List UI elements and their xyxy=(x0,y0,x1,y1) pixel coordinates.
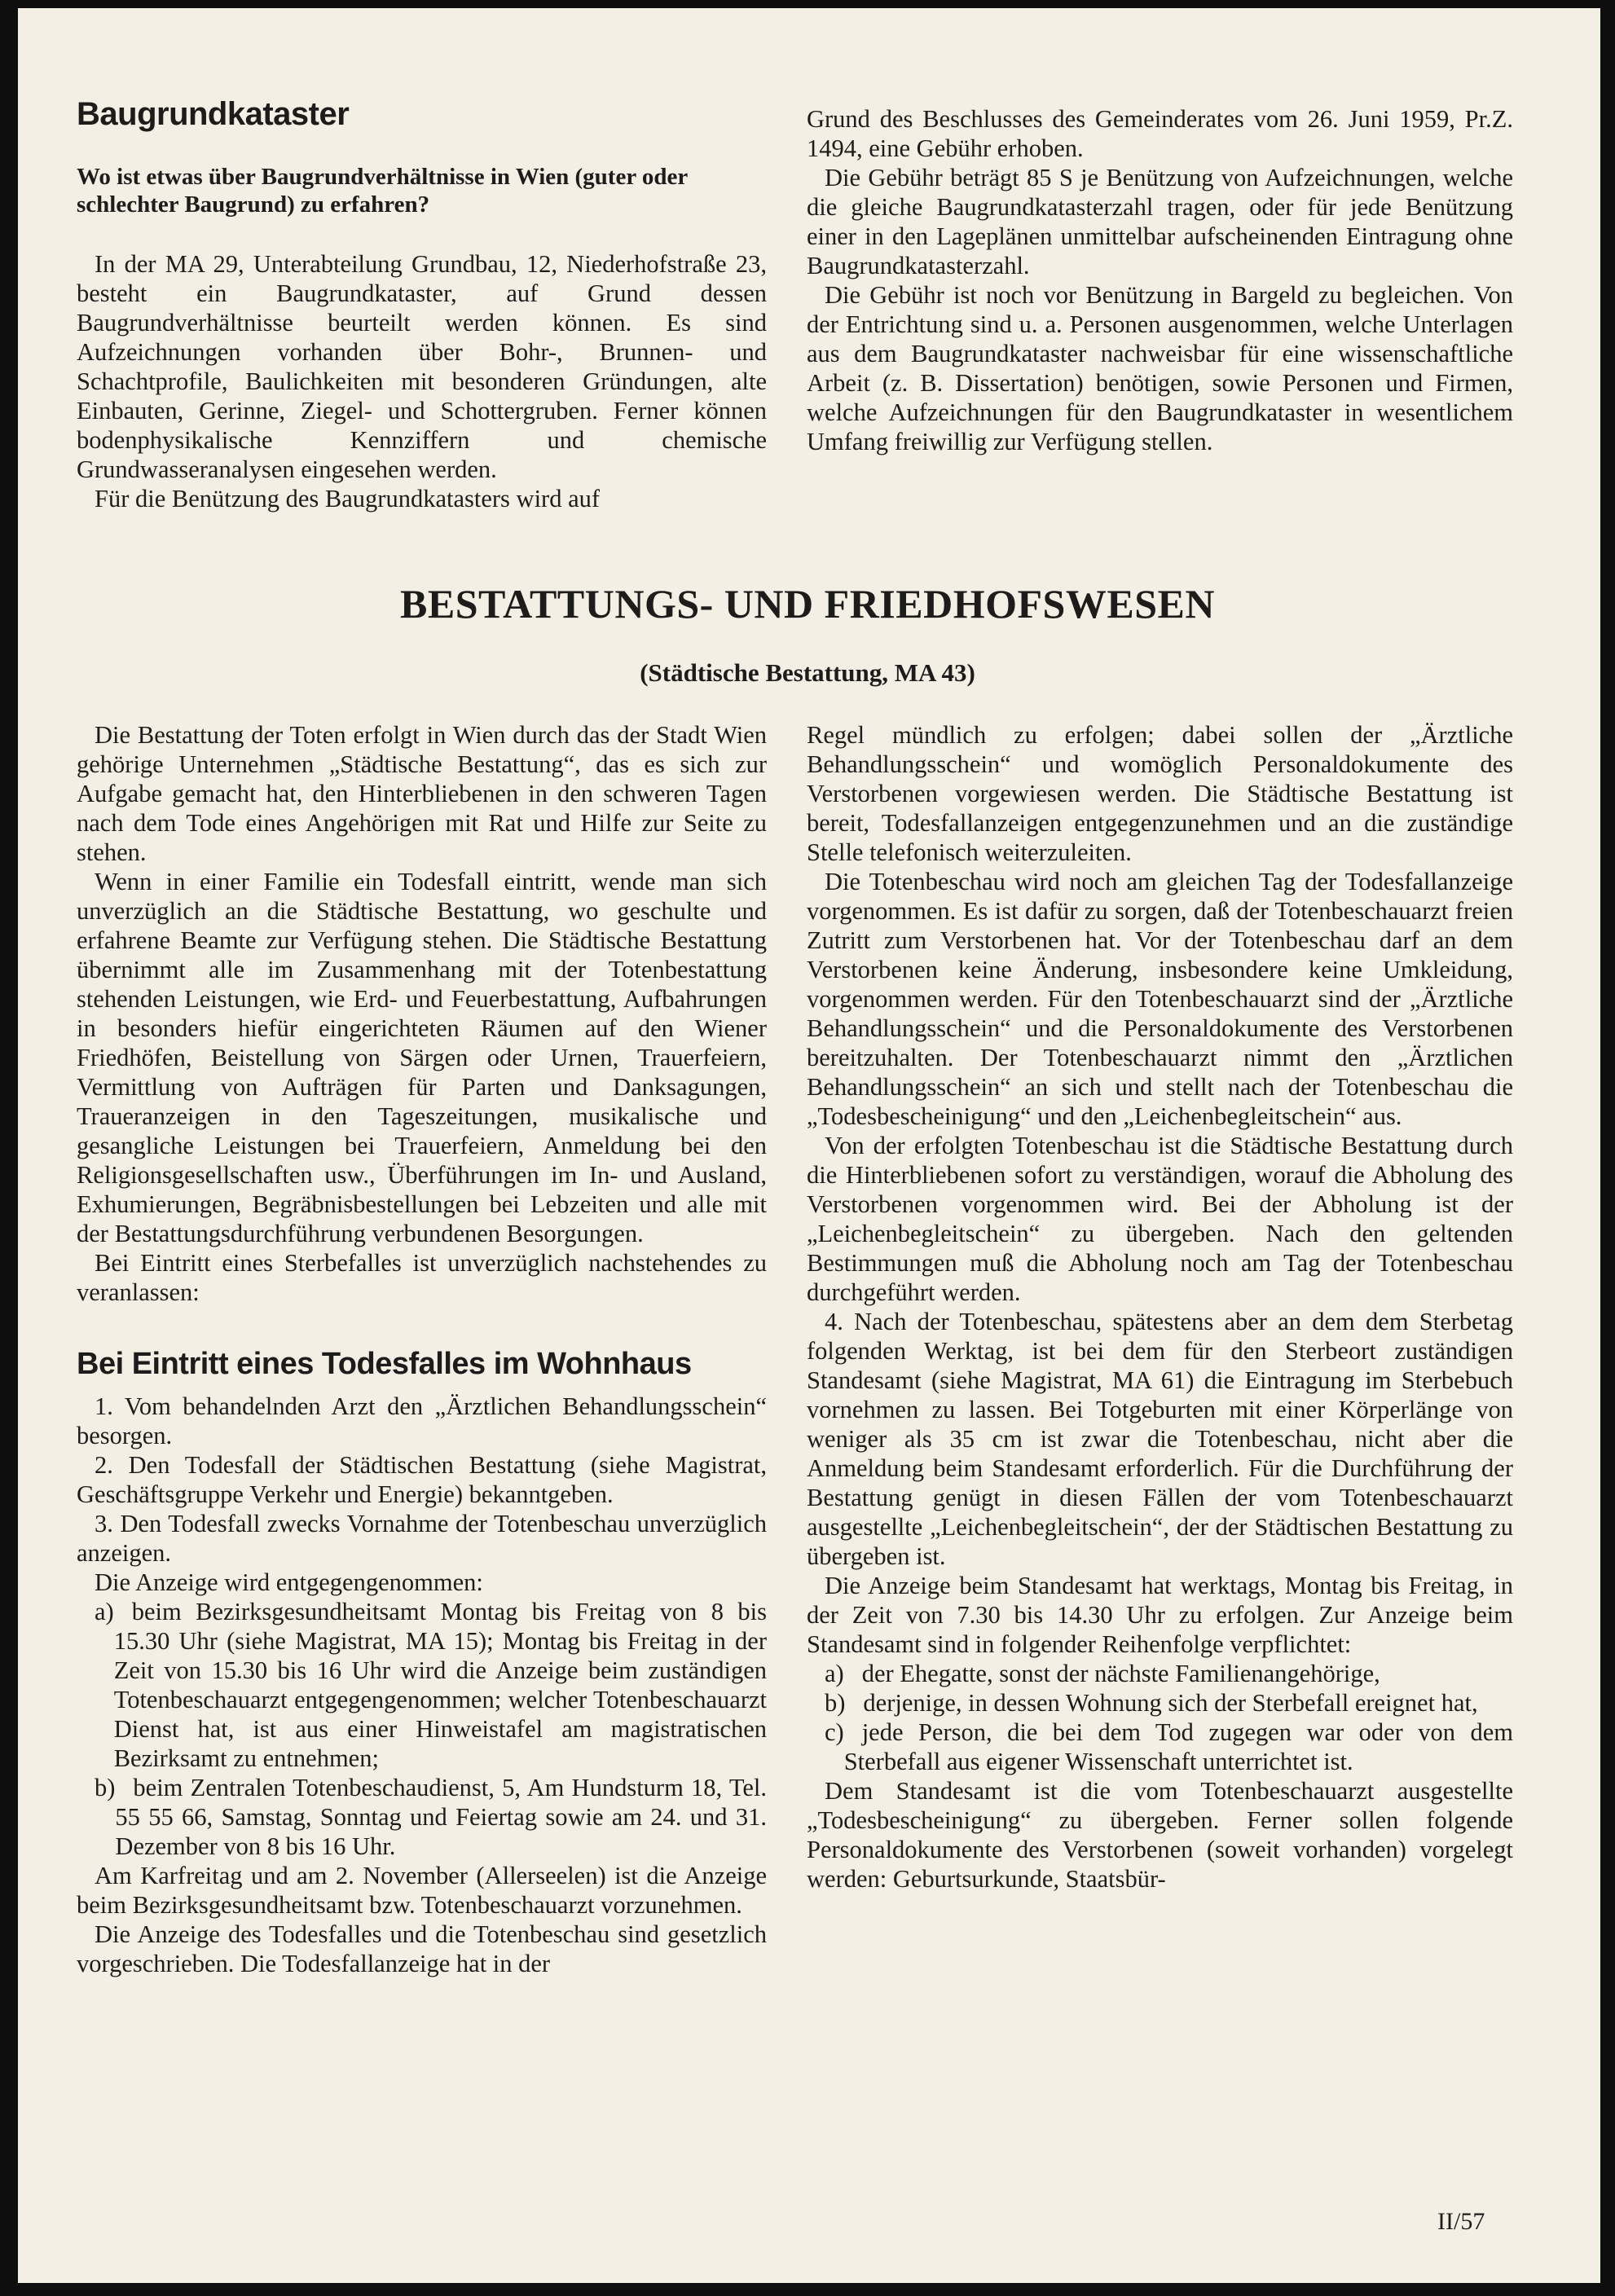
scan-border-top xyxy=(0,0,1615,8)
list-text: der Ehegatte, sonst der nächste Familienangehörige, xyxy=(861,1660,1380,1687)
bestattung-right-column xyxy=(807,720,1513,1894)
list-label: b) xyxy=(825,1689,846,1717)
paragraph: Bei Eintritt eines Sterbefalles ist unverzüglich nachstehendes zu veranlassen: xyxy=(77,1249,767,1306)
section-subtitle: (Städtische Bestattung, MA 43) xyxy=(640,658,975,687)
section-title-bestattung: BESTATTUNGS- UND FRIEDHOFSWESEN xyxy=(400,581,1215,627)
baugrund-right-column xyxy=(807,104,1513,456)
paragraph: 4. Nach der Totenbeschau, spätestens aber an dem dem Sterbetag folgenden Werktag, ist bei dem für den Sterbeort zuständigen Standesamt (siehe Magistrat, MA 61) die Eintragung im Sterbebuch vornehmen zu lassen. Bei Totgeburten mit einer Körperlänge von weniger als 35 cm ist zwar die Totenbeschau, nicht aber die Anmeldung beim Standesamt erforderlich. Für die Durchführung der Bestattung genügt in diesen Fällen der vom Totenbeschauarzt ausgestellte „Leichenbegleitschein“, der der Städtischen Bestattung zu übergeben ist. xyxy=(807,1308,1513,1570)
step-3: 3. Den Todesfall zwecks Vornahme der Totenbeschau unverzüglich anzeigen. xyxy=(77,1510,767,1567)
paragraph: Wenn in einer Familie ein Todesfall eintritt, wende man sich unverzüglich an die Städtische Bestattung, wo geschulte und erfahrene Beamte zur Verfügung stehen. Die Städtische Bestattung übernimmt alle im Zusammenhang mit der Totenbestattung stehenden Leistungen, wie Erd- und Feuerbestattung, Aufbahrungen in besonders hiefür eingerichteten Räumen auf den Wiener Friedhöfen, Beistellung von Särgen oder Urnen, Trauerfeiern, Vermittlung von Aufträgen für Parten und Danksagungen, Traueranzeigen in den Tageszeitungen, musikalische und gesangliche Leistungen bei Trauerfeiern, Anmeldung bei den Religionsgesellschaften usw., Überführungen im In- und Ausland, Exhumierungen, Begräbnisbestellungen bei Lebzeiten und alle mit der Bestattungsdurchführung verbundenen Besorgungen. xyxy=(77,868,767,1247)
paragraph: Regel mündlich zu erfolgen; dabei sollen der „Ärztliche Behandlungsschein“ und womöglich Personaldokumente des Verstorbenen vorgewiesen werden. Die Städtische Bestattung ist bereit, Todesfallanzeigen entgegenzunehmen und an die zuständige Stelle telefonisch weiterzuleiten. xyxy=(807,721,1513,866)
page-number: II/57 xyxy=(1437,2208,1485,2235)
section-title-baugrundkataster: Baugrundkataster xyxy=(77,96,350,132)
paragraph: Grund des Beschlusses des Gemeinderates vom 26. Juni 1959, Pr.Z. 1494, eine Gebühr erhoben. xyxy=(807,105,1513,162)
paragraph: Die Anzeige beim Standesamt hat werktags, Montag bis Freitag, in der Zeit von 7.30 bis 14.30 Uhr zu erfolgen. Zur Anzeige beim Standesamt sind in folgender Reihenfolge verpflichtet: xyxy=(807,1572,1513,1658)
paragraph: Die Totenbeschau wird noch am gleichen Tag der Todesfallanzeige vorgenommen. Es ist dafür zu sorgen, daß der Totenbeschauarzt freien Zutritt zum Verstorbenen hat. Vor der Totenbeschau darf an dem Verstorbenen keine Änderung, insbesondere keine Umkleidung, vorgenommen werden. Für den Totenbeschauarzt sind der „Ärztliche Behandlungsschein“ und die Personaldokumente des Verstorbenen bereitzuhalten. Der Totenbeschauarzt nimmt den „Ärztlichen Behandlungsschein“ an sich und stellt nach der Totenbeschau die „Todesbescheinigung“ und den „Leichenbegleitschein“ aus. xyxy=(807,868,1513,1130)
paragraph: Dem Standesamt ist die vom Totenbeschauarzt ausgestellte „Todesbescheinigung“ zu übergeben. Ferner sollen folgende Personaldokumente des Verstorbenen (soweit vorhanden) vorgelegt werden: Geburtsurkunde, Staatsbür- xyxy=(807,1777,1513,1893)
list-item xyxy=(77,1597,767,1773)
list-item xyxy=(807,1659,1513,1688)
step-2: 2. Den Todesfall der Städtischen Bestattung (siehe Magistrat, Geschäftsgruppe Verkehr und Energie) bekanntgeben. xyxy=(77,1451,767,1508)
step-1: 1. Vom behandelnden Arzt den „Ärztlichen Behandlungsschein“ besorgen. xyxy=(77,1392,767,1449)
baugrund-left-column xyxy=(77,249,767,513)
paragraph: Am Karfreitag und am 2. November (Allerseelen) ist die Anzeige beim Bezirksgesundheitsamt bzw. Totenbeschauarzt vorzunehmen. xyxy=(77,1862,767,1919)
paragraph: Für die Benützung des Baugrundkatasters wird auf xyxy=(95,485,601,512)
list-item xyxy=(807,1718,1513,1776)
list-label: c) xyxy=(825,1718,844,1746)
list-text: derjenige, in dessen Wohnung sich der Sterbefall ereignet hat, xyxy=(863,1689,1478,1717)
subheading-wohnhaus: Bei Eintritt eines Todesfalles im Wohnhaus xyxy=(77,1347,692,1381)
baugrund-question: Wo ist etwas über Baugrundverhältnisse in Wien (guter oder schlechter Baugrund) zu erfahren? xyxy=(77,164,688,218)
list-text: beim Bezirksgesundheitsamt Montag bis Freitag von 8 bis 15.30 Uhr (siehe Magistrat, MA 15); Montag bis Freitag in der Zeit von 15.30 bis 16 Uhr wird die Anzeige beim zuständigen Totenbeschauarzt entgegengenommen; welcher Totenbeschauarzt Dienst hat, ist aus einer Hinweistafel am magistratischen Bezirksamt zu entnehmen; xyxy=(113,1598,767,1772)
list-item xyxy=(77,1773,767,1861)
paragraph: Die Anzeige wird entgegengenommen: xyxy=(95,1568,483,1596)
paragraph: In der MA 29, Unterabteilung Grundbau, 12, Niederhofstraße 23, besteht ein Baugrundkataster, auf Grund dessen Baugrundverhältnisse beurteilt werden können. Es sind Aufzeichnungen vorhanden über Bohr-, Brunnen- und Schachtprofile, Baulichkeiten mit besonderen Gründungen, alte Einbauten, Gerinne, Ziegel- und Schottergruben. Ferner können bodenphysikalische Kennziffern und chemische Grundwasseranalysen eingesehen werden. xyxy=(77,250,767,483)
list-text: beim Zentralen Totenbeschaudienst, 5, Am Hundsturm 18, Tel. 55 55 66, Samstag, Sonntag und Feiertag sowie am 24. und 31. Dezember von 8 bis 16 Uhr. xyxy=(115,1774,767,1860)
list-label: a) xyxy=(825,1660,844,1687)
list-label: a) xyxy=(95,1598,114,1625)
paragraph: Von der erfolgten Totenbeschau ist die Städtische Bestattung durch die Hinterbliebenen sofort zu verständigen, worauf die Abholung des Verstorbenen vorgenommen wird. Bei der Abholung ist der „Leichenbegleitschein“ zu übergeben. Nach den geltenden Bestimmungen muß die Abholung noch am Tag der Totenbeschau durchgeführt werden. xyxy=(807,1132,1513,1306)
paragraph: Die Anzeige des Todesfalles und die Totenbeschau sind gesetzlich vorgeschrieben. Die Todesfallanzeige hat in der xyxy=(77,1920,767,1977)
list-text: jede Person, die bei dem Tod zugegen war oder von dem Sterbefall aus eigener Wissenschaft unterrichtet ist. xyxy=(843,1718,1513,1775)
paragraph: Die Gebühr ist noch vor Benützung in Bargeld zu begleichen. Von der Entrichtung sind u. a. Personen ausgenommen, welche Unterlagen aus dem Baugrundkataster nachweisbar für eine wissenschaftliche Arbeit (z. B. Dissertation) benötigen, sowie Personen und Firmen, welche Aufzeichnungen für den Baugrundkataster in wesentlichem Umfang freiwillig zur Verfügung stellen. xyxy=(807,281,1513,455)
paragraph: Die Bestattung der Toten erfolgt in Wien durch das der Stadt Wien gehörige Unternehmen „Städtische Bestattung“, das es sich zur Aufgabe gemacht hat, den Hinterbliebenen in den schweren Tagen nach dem Tode eines Angehörigen mit Rat und Hilfe zur Seite zu stehen. xyxy=(77,721,767,866)
scan-border-bottom xyxy=(0,2283,1615,2296)
list-label: b) xyxy=(95,1774,116,1801)
paragraph: Die Gebühr beträgt 85 S je Benützung von Aufzeichnungen, welche die gleiche Baugrundkatasterzahl tragen, oder für jede Benützung einer in den Lageplänen unmittelbar aufscheinenden Eintragung ohne Baugrundkatasterzahl. xyxy=(807,164,1513,279)
list-item xyxy=(807,1688,1513,1718)
bestattung-left-column xyxy=(77,720,767,1978)
